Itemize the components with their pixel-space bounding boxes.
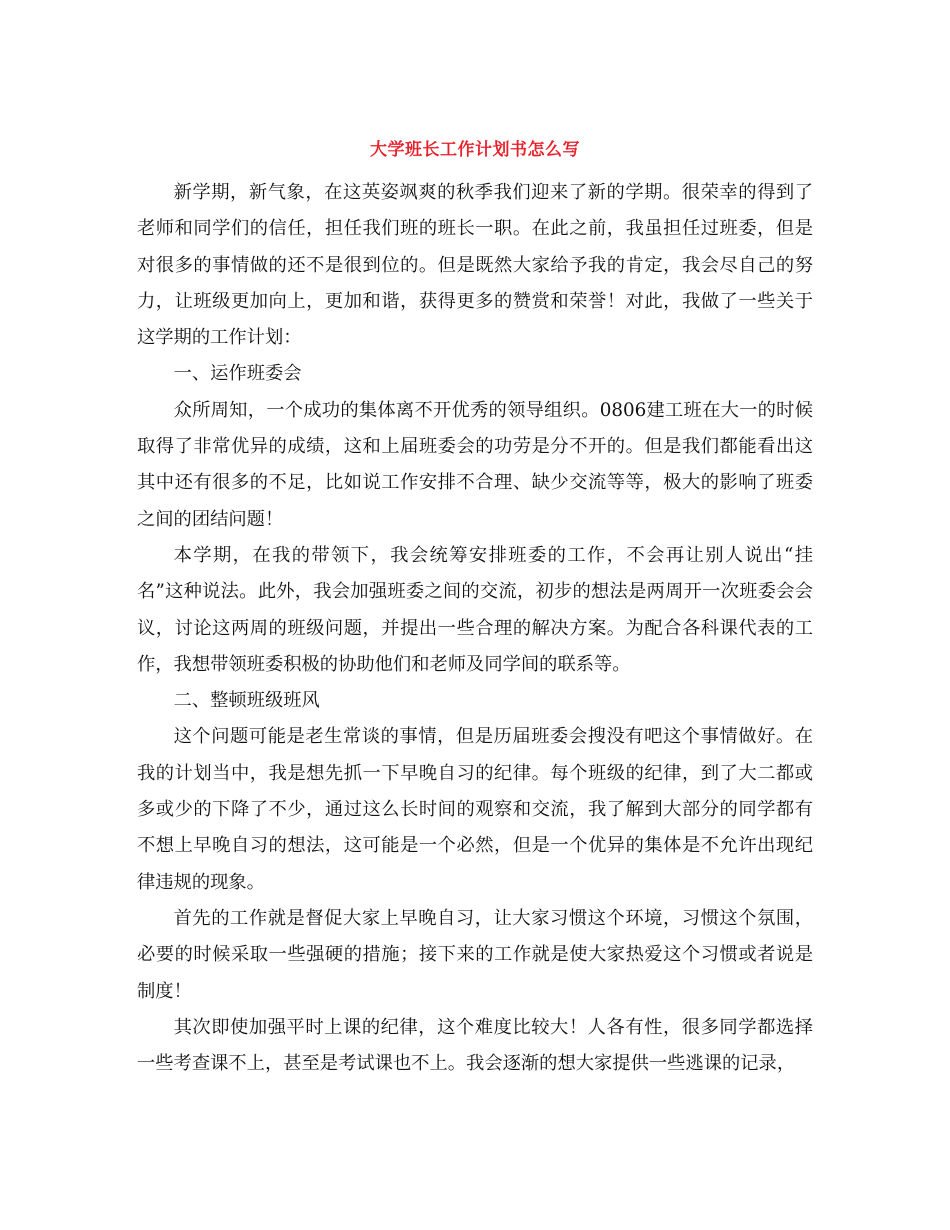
paragraph: 众所周知，一个成功的集体离不开优秀的领导组织。0806建工班在大一的时候取得了非常优异的成绩，这和上届班委会的功劳是分不开的。但是我们都能看出这其中还有很多的不足，比如说工作安排不合理、缺少交流等等，极大的影响了班委之间的团结问题！ bbox=[137, 399, 813, 530]
paragraph: 其次即使加强平时上课的纪律，这个难度比较大！人各有性，很多同学都选择一些考查课不上，甚至是考试课也不上。我会逐渐的想大家提供一些逃课的记录， bbox=[137, 1016, 813, 1075]
section-heading-2: 二、整顿班级班风 bbox=[173, 690, 320, 712]
paragraph-intro: 新学期，新气象，在这英姿飒爽的秋季我们迎来了新的学期。很荣幸的得到了老师和同学们的信任，担任我们班的班长一职。在此之前，我虽担任过班委，但是对很多的事情做的还不是很到位的。但是既然大家给予我的肯定，我会尽自己的努力，让班级更加向上，更加和谐，获得更多的赞赏和荣誉！对此，我做了一些关于这学期的工作计划： bbox=[137, 182, 813, 349]
document-title: 大学班长工作计划书怎么写 bbox=[370, 140, 580, 160]
paragraph: 本学期，在我的带领下，我会统筹安排班委的工作，不会再让别人说出“挂名”这种说法。此外，我会加强班委之间的交流，初步的想法是两周开一次班委会会议，讨论这两周的班级问题，并提出一些合理的解决方案。为配合各科课代表的工作，我想带领班委积极的协助他们和老师及同学间的联系等。 bbox=[137, 544, 813, 675]
paragraph: 这个问题可能是老生常谈的事情，但是历届班委会搜没有吧这个事情做好。在我的计划当中，我是想先抓一下早晚自习的纪律。每个班级的纪律，到了大二都或多或少的下降了不少，通过这么长时间的观察和交流，我了解到大部分的同学都有不想上早晚自习的想法，这可能是一个必然，但是一个优异的集体是不允许出现纪律违规的现象。 bbox=[137, 726, 813, 893]
paragraph: 首先的工作就是督促大家上早晚自习，让大家习惯这个环境，习惯这个氛围，必要的时候采取一些强硬的措施；接下来的工作就是使大家热爱这个习惯或者说是制度！ bbox=[137, 907, 813, 1002]
section-heading-1: 一、运作班委会 bbox=[173, 363, 302, 385]
document-body bbox=[137, 175, 813, 1082]
